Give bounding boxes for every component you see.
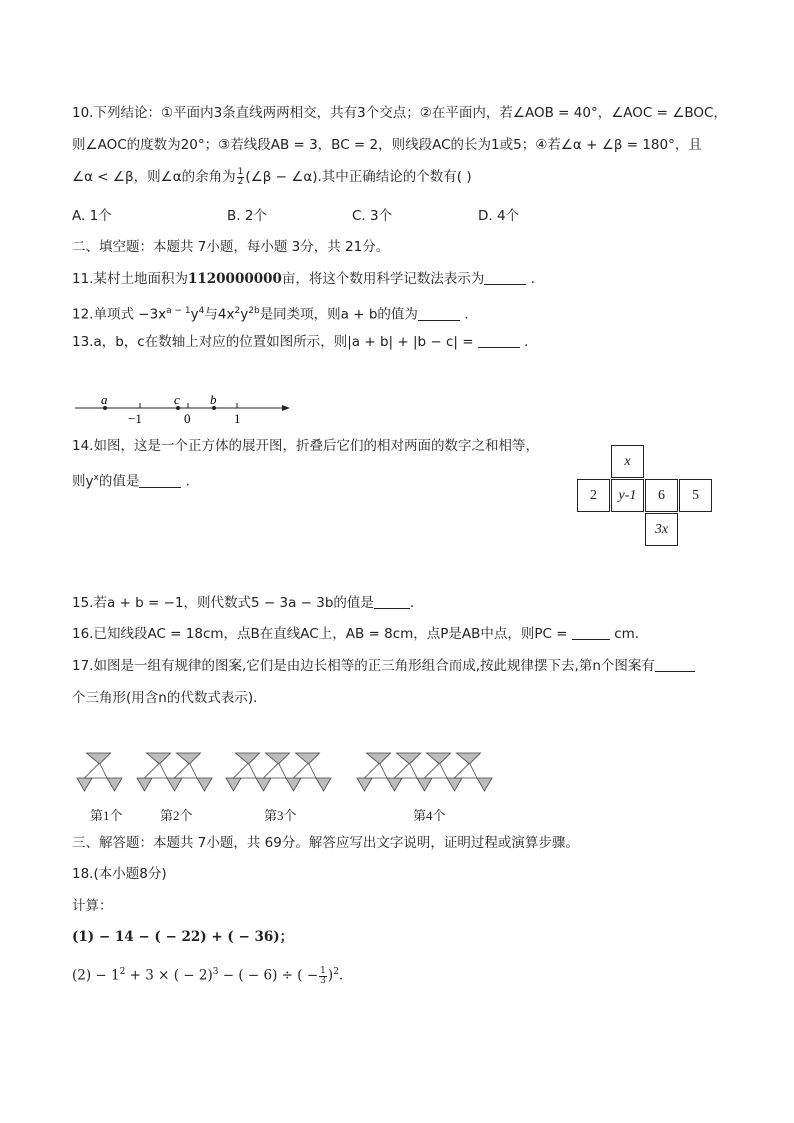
fraction-one-half: $\frac{1}{2}$ (237, 166, 244, 187)
q14-line1: 14.如图，这是一个正方体的展开图，折叠后它们的相对两面的数字之和相等， (72, 438, 539, 454)
cube-face-bottom: 3x (645, 513, 678, 546)
pattern2-bottom-triangle (137, 778, 152, 791)
caption-fig2: 第2个 (160, 808, 193, 823)
q18-part2: $(2) - 1^2 + 3$ × ( − 2)$^3$ − ( − 6) ÷ ( − $\frac{1}{3}$ )$^2$. (72, 965, 344, 986)
q16: 16.已知线段AC = 18cm，点B在直线AC上，AB = 8cm，点P是AB中点，则PC = cm. (72, 626, 640, 642)
pattern4-top-triangle (397, 753, 421, 764)
number-line-arrow (282, 405, 290, 411)
pattern4-center-triangle (455, 763, 478, 778)
option-d: D. 4个 (478, 208, 520, 224)
q18-part1: (1) − 14 − ( − 22) + ( − 36)； (72, 929, 294, 945)
label-b: b (210, 392, 217, 407)
option-a: A. 1个 (72, 208, 112, 224)
number-line (0, 0, 794, 430)
pattern4-center-triangle (365, 763, 388, 778)
pattern2-top-triangle (147, 753, 171, 764)
pattern3-top-triangle (236, 753, 260, 764)
caption-fig4: 第4个 (413, 808, 446, 823)
pattern3-top-triangle (296, 753, 320, 764)
pattern4-center-triangle (395, 763, 418, 778)
pattern1-top-triangle (87, 753, 111, 764)
pattern4-bottom-triangle (447, 778, 462, 791)
pattern3-bottom-triangle (316, 778, 331, 791)
label-a: a (101, 392, 108, 407)
q12: 12.单项式 $-3x^{a - 1}y^4$与$4x^2y^{2b}$是同类项，则a + b的值为 . (72, 306, 469, 323)
pattern2-center-triangle (175, 763, 198, 778)
pattern4-top-triangle (367, 753, 391, 764)
q14-line2: 则$y^x$的值是 . (72, 473, 190, 490)
label-c: c (174, 392, 180, 407)
q15: 15.若a + b = −1，则代数式5 − 3a − 3b的值是 . (72, 595, 415, 611)
fraction-one-third: $\frac{1}{3}$ (320, 965, 326, 986)
pattern4-top-triangle (457, 753, 481, 764)
pattern3-center-triangle (264, 763, 287, 778)
q10-line1: 10.下列结论：①平面内3条直线两两相交，共有3个交点；②在平面内，若∠AOB = 40°，∠AOC = ∠BOC， (72, 105, 727, 121)
triangle-patterns (0, 740, 794, 800)
tick-label-0: 0 (184, 411, 191, 426)
section3-heading: 三、解答题：本题共 7小题，共 69分。解答应写出文字说明，证明过程或演算步骤。 (72, 835, 579, 851)
pattern4-bottom-triangle (387, 778, 402, 791)
tick-label-neg1: −1 (128, 411, 142, 426)
pattern3-bottom-triangle (286, 778, 301, 791)
pattern3-bottom-triangle (226, 778, 241, 791)
cube-face-center: y-1 (611, 479, 644, 512)
pattern4-bottom-triangle (477, 778, 492, 791)
section2-heading: 二、填空题：本题共 7小题，每小题 3分，共 21分。 (72, 239, 390, 255)
pattern1-bottom-triangle (107, 778, 122, 791)
pattern2-bottom-triangle (167, 778, 182, 791)
pattern3-top-triangle (266, 753, 290, 764)
pattern3-center-triangle (234, 763, 257, 778)
cube-face-right1: 6 (645, 479, 678, 512)
cube-face-left: 2 (577, 479, 610, 512)
caption-fig1: 第1个 (90, 808, 123, 823)
answer-blank (572, 625, 610, 640)
pattern3-bottom-triangle (256, 778, 271, 791)
q18-calc: 计算： (72, 898, 113, 914)
answer-blank (655, 657, 695, 672)
q13: 13.a，b，c在数轴上对应的位置如图所示，则|a + b| + |b − c| = . (72, 334, 529, 350)
pattern1-center-triangle (85, 763, 108, 778)
pattern4-bottom-triangle (357, 778, 372, 791)
option-c: C. 3个 (352, 208, 393, 224)
pattern3-center-triangle (294, 763, 317, 778)
q17-line1: 17.如图是一组有规律的图案,它们是由边长相等的正三角形组合而成,按此规律摆下去,第n个图案有 (72, 656, 695, 676)
answer-blank (374, 594, 410, 609)
option-b: B. 2个 (227, 208, 267, 224)
pattern2-center-triangle (145, 763, 168, 778)
pattern1-bottom-triangle (77, 778, 92, 791)
q17-line2: 个三角形(用含n的代数式表示). (72, 690, 258, 706)
pattern2-bottom-triangle (197, 778, 212, 791)
pattern2-top-triangle (177, 753, 201, 764)
q10-line3: ∠α < ∠β，则∠α的余角为 $\frac{1}{2}$ (∠β − ∠α).其中正确结论的个数有( ) (72, 166, 472, 187)
q10-line2: 则∠AOC的度数为20°；③若线段AB = 3，BC = 2，则线段AC的长为1或5；④若∠α + ∠β = 180°，且 (72, 137, 702, 153)
cube-face-right2: 5 (679, 479, 712, 512)
cube-face-top: x (611, 445, 644, 478)
pattern4-bottom-triangle (417, 778, 432, 791)
answer-blank (139, 473, 181, 488)
q18-title: 18.(本小题8分) (72, 866, 167, 882)
tick-label-1: 1 (234, 411, 241, 426)
pattern4-center-triangle (425, 763, 448, 778)
pattern4-top-triangle (427, 753, 451, 764)
caption-fig3: 第3个 (264, 808, 297, 823)
q11: 11.某村土地面积为1120000000亩，将这个数用科学记数法表示为 . (72, 271, 536, 287)
